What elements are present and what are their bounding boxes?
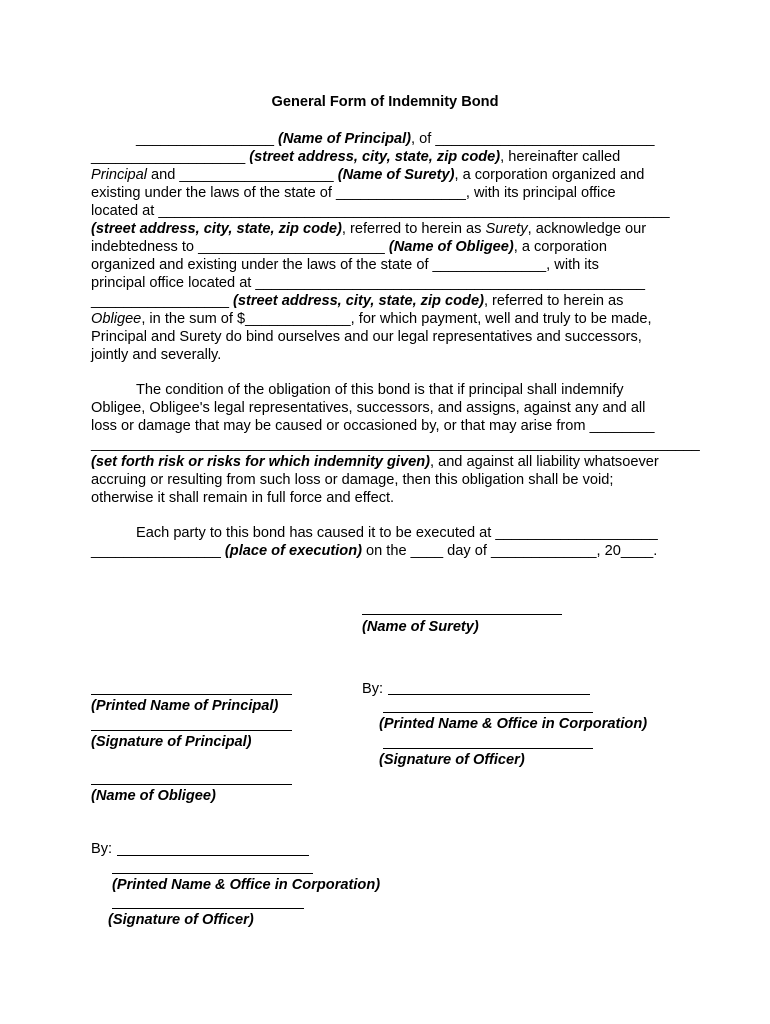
- name-of-obligee-label: (Name of Obligee): [388, 239, 514, 255]
- blank: _________________: [136, 131, 279, 147]
- para1-line9: principal office located at ________________________________________________: [91, 275, 645, 291]
- para1-line2: ___________________ (street address, city, state, zip code), hereinafter called: [91, 149, 621, 165]
- para1-line7: indebtedness to _______________________ (Name of Obligee), a corporation: [91, 239, 608, 255]
- para1-line5: located at _______________________________________________________________: [91, 203, 670, 219]
- para2-line7: otherwise it shall remain in full force and effect.: [91, 490, 395, 506]
- name-of-surety-caption: (Name of Surety): [362, 619, 479, 635]
- para3-line2: ________________ (place of execution) on the ____ day of _____________, 20____.: [91, 543, 658, 559]
- surety-by-label: By:: [362, 681, 384, 697]
- para2-line2: Obligee, Obligee's legal representatives, successors, and assigns, against any and all: [91, 400, 646, 416]
- document-title: General Form of Indemnity Bond: [271, 94, 499, 110]
- para3-line1: Each party to this bond has caused it to be executed at ____________________: [136, 525, 658, 541]
- para1-line10: _________________ (street address, city, state, zip code), referred to herein as: [91, 293, 624, 309]
- obligee-officer-signature-line: [112, 908, 304, 909]
- para1-line12: Principal and Surety do bind ourselves and our legal representatives and successors,: [91, 329, 642, 345]
- para2-line6: accruing or resulting from such loss or damage, then this obligation shall be void;: [91, 472, 614, 488]
- para1-line13: jointly and severally.: [91, 347, 222, 363]
- para1-line11: Obligee, in the sum of $_____________, for which payment, well and truly to be made,: [91, 311, 652, 327]
- para2-line1: The condition of the obligation of this bond is that if principal shall indemnify: [136, 382, 624, 398]
- surety-printed-name-line: [383, 712, 593, 713]
- printed-name-principal-caption: (Printed Name of Principal): [91, 698, 279, 714]
- para1-line3: Principal and ___________________ (Name of Surety), a corporation organized and: [91, 167, 645, 183]
- surety-printed-name-caption: (Printed Name & Office in Corporation): [379, 716, 648, 732]
- surety-officer-signature-line: [383, 748, 593, 749]
- obligee-by-label: By:: [91, 841, 113, 857]
- para2-line4: ___________________________________________________________________________: [91, 436, 700, 452]
- obligee-officer-signature-caption: (Signature of Officer): [108, 912, 254, 928]
- obligee-name-line: [91, 784, 292, 785]
- obligee-printed-name-line: [112, 873, 313, 874]
- surety-by-line: [388, 694, 590, 695]
- para1-line6: (street address, city, state, zip code), referred to herein as Surety, acknowledge our: [91, 221, 647, 237]
- para1-line1: _________________ (Name of Principal), of ___________________________: [136, 131, 655, 147]
- para2-line3: loss or damage that may be caused or occasioned by, or that may arise from ________: [91, 418, 655, 434]
- principal-printed-name-line: [91, 694, 292, 695]
- risk-label: (set forth risk or risks for which indemnity given): [91, 454, 430, 470]
- place-of-execution-label: (place of execution): [224, 543, 362, 559]
- street-address-label: (street address, city, state, zip code): [249, 149, 501, 165]
- surety-name-line: [362, 614, 562, 615]
- para2-line5: (set forth risk or risks for which indemnity given), and against all liability whatsoever: [91, 454, 659, 470]
- name-of-obligee-caption: (Name of Obligee): [91, 788, 216, 804]
- para1-line8: organized and existing under the laws of the state of ______________, with its: [91, 257, 599, 273]
- signature-principal-caption: (Signature of Principal): [91, 734, 252, 750]
- surety-officer-signature-caption: (Signature of Officer): [379, 752, 525, 768]
- para1-line4: existing under the laws of the state of ________________, with its principal office: [91, 185, 616, 201]
- principal-signature-line: [91, 730, 292, 731]
- obligee-by-line: [117, 855, 309, 856]
- obligee-printed-name-caption: (Printed Name & Office in Corporation): [112, 877, 381, 893]
- name-of-principal-label: (Name of Principal): [278, 131, 412, 147]
- name-of-surety-label: (Name of Surety): [337, 167, 455, 183]
